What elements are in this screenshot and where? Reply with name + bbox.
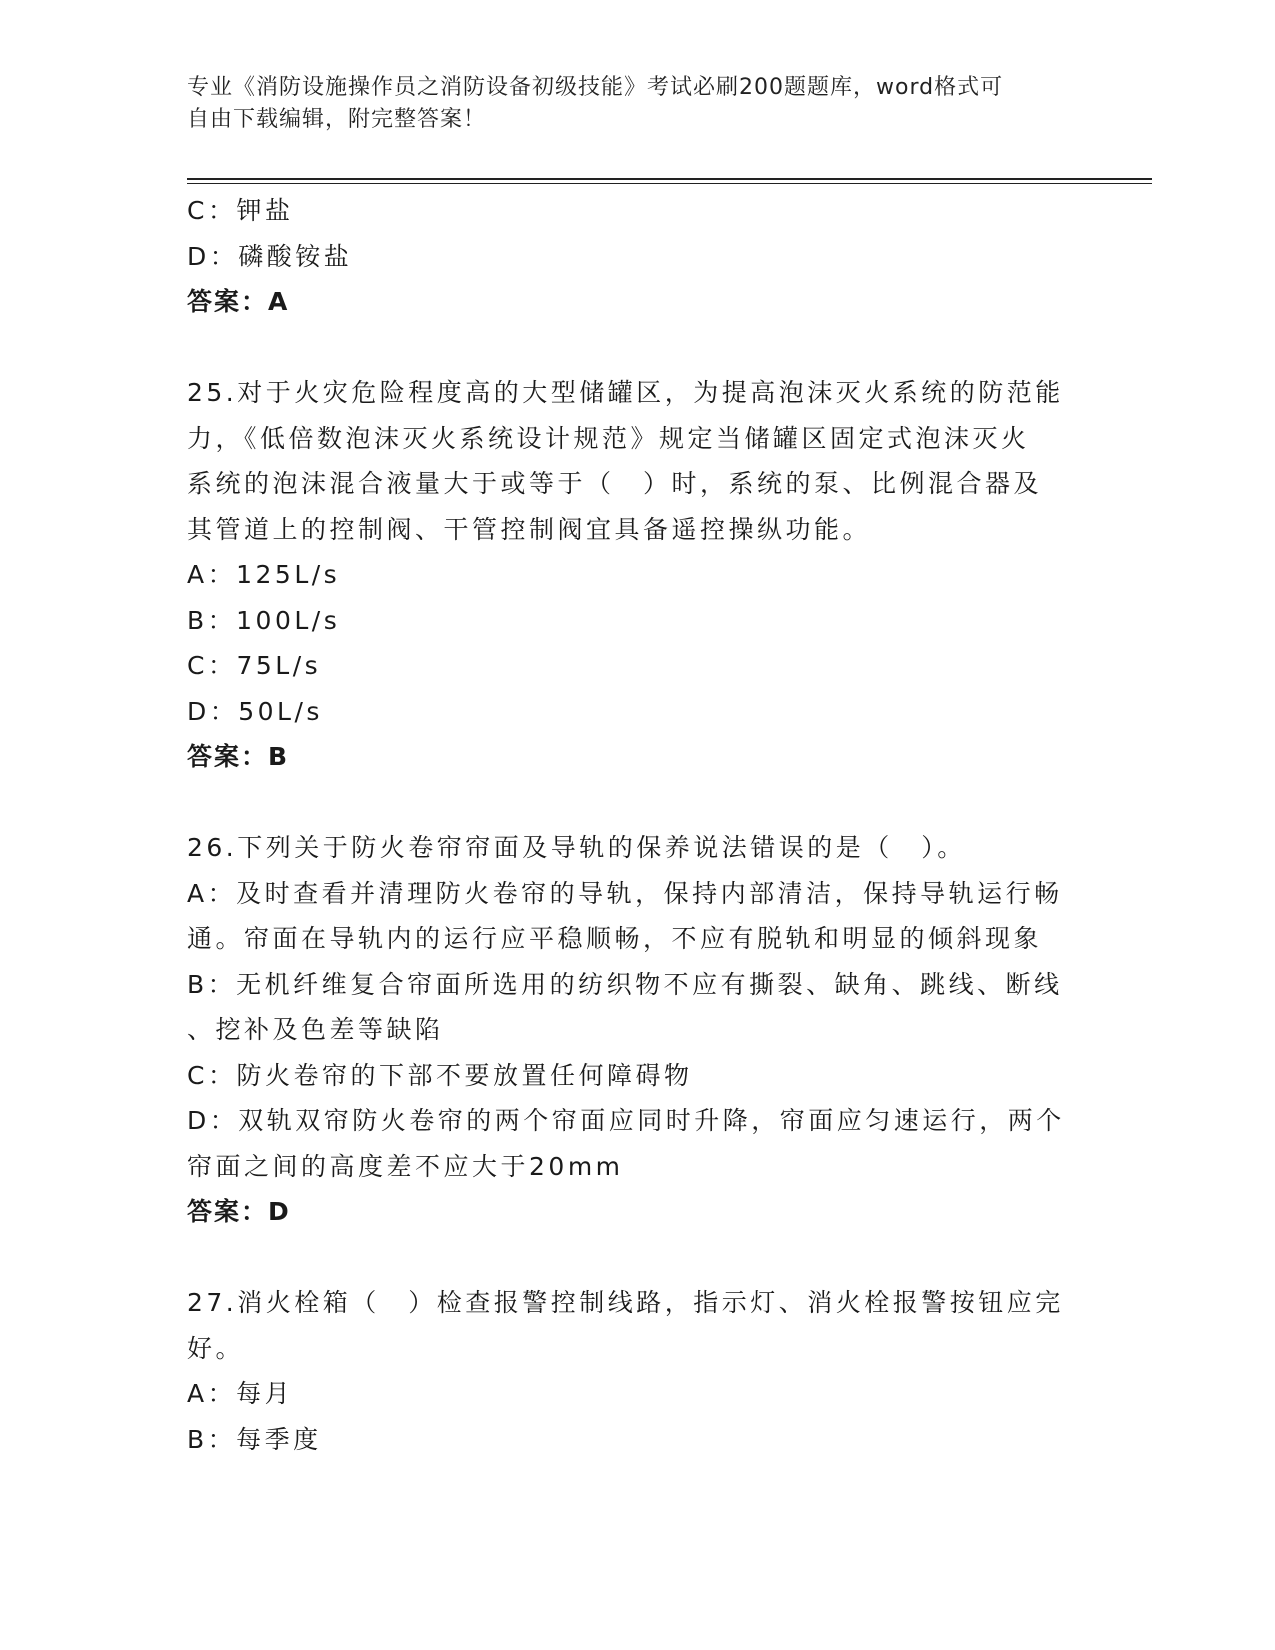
question-26 xyxy=(187,825,1072,1235)
question-text-line: 27.消火栓箱（ ）检查报警控制线路，指示灯、消火栓报警按钮应完 xyxy=(187,1288,1064,1317)
option-b: B：每季度 xyxy=(187,1424,322,1454)
document-body xyxy=(187,188,1072,1462)
option-d: D：磷酸铵盐 xyxy=(187,241,353,271)
option-b: B：无机纤维复合帘面所选用的纺织物不应有撕裂、缺角、跳线、断线 xyxy=(187,969,1063,999)
option-a: A：及时查看并清理防火卷帘的导轨，保持内部清洁，保持导轨运行畅 xyxy=(187,878,1063,908)
option-d: D：双轨双帘防火卷帘的两个帘面应同时升降，帘面应匀速运行，两个 xyxy=(187,1106,1065,1135)
header-line-2: 自由下载编辑，附完整答案！ xyxy=(187,107,487,132)
option-c: C：钾盐 xyxy=(187,196,294,225)
answer-line: 答案：D xyxy=(187,1197,291,1226)
header-line-1: 专业《消防设施操作员之消防设备初级技能》考试必刷200题题库，word格式可 xyxy=(187,75,1004,100)
answer-line: 答案：B xyxy=(187,742,290,771)
question-text-line: 力，《低倍数泡沫灭火系统设计规范》规定当储罐区固定式泡沫灭火 xyxy=(187,423,1030,453)
option-b: B：100L/s xyxy=(187,605,341,635)
answer-line: 答案：A xyxy=(187,287,290,316)
question-text-line: 系统的泡沫混合液量大于或等于（ ）时，系统的泵、比例混合器及 xyxy=(187,469,1043,498)
header-rule-thick xyxy=(187,178,1152,180)
question-text-line: 25.对于火灾危险程度高的大型储罐区，为提高泡沫灭火系统的防范能 xyxy=(187,378,1064,407)
question-text-line: 好。 xyxy=(187,1333,245,1363)
question-24-tail xyxy=(187,188,1072,325)
question-25 xyxy=(187,370,1072,780)
option-a: A：每月 xyxy=(187,1379,294,1408)
spacer xyxy=(187,780,1072,826)
option-a-continued: 通。帘面在导轨内的运行应平稳顺畅，不应有脱轨和明显的倾斜现象 xyxy=(187,924,1043,953)
spacer xyxy=(187,325,1072,371)
question-text-line: 其管道上的控制阀、干管控制阀宜具备遥控操纵功能。 xyxy=(187,514,872,544)
option-b-continued: 、挖补及色差等缺陷 xyxy=(187,1015,444,1044)
option-a: A：125L/s xyxy=(187,560,341,589)
option-d: D：50L/s xyxy=(187,696,323,726)
document-header xyxy=(187,72,1067,136)
option-d-continued: 帘面之间的高度差不应大于20mm xyxy=(187,1151,624,1181)
question-text-line: 26.下列关于防火卷帘帘面及导轨的保养说法错误的是（ ）。 xyxy=(187,833,966,862)
spacer xyxy=(187,1235,1072,1281)
header-rule-thin xyxy=(187,183,1152,184)
option-c: C：防火卷帘的下部不要放置任何障碍物 xyxy=(187,1060,693,1090)
question-27 xyxy=(187,1280,1072,1462)
option-c: C：75L/s xyxy=(187,651,322,680)
